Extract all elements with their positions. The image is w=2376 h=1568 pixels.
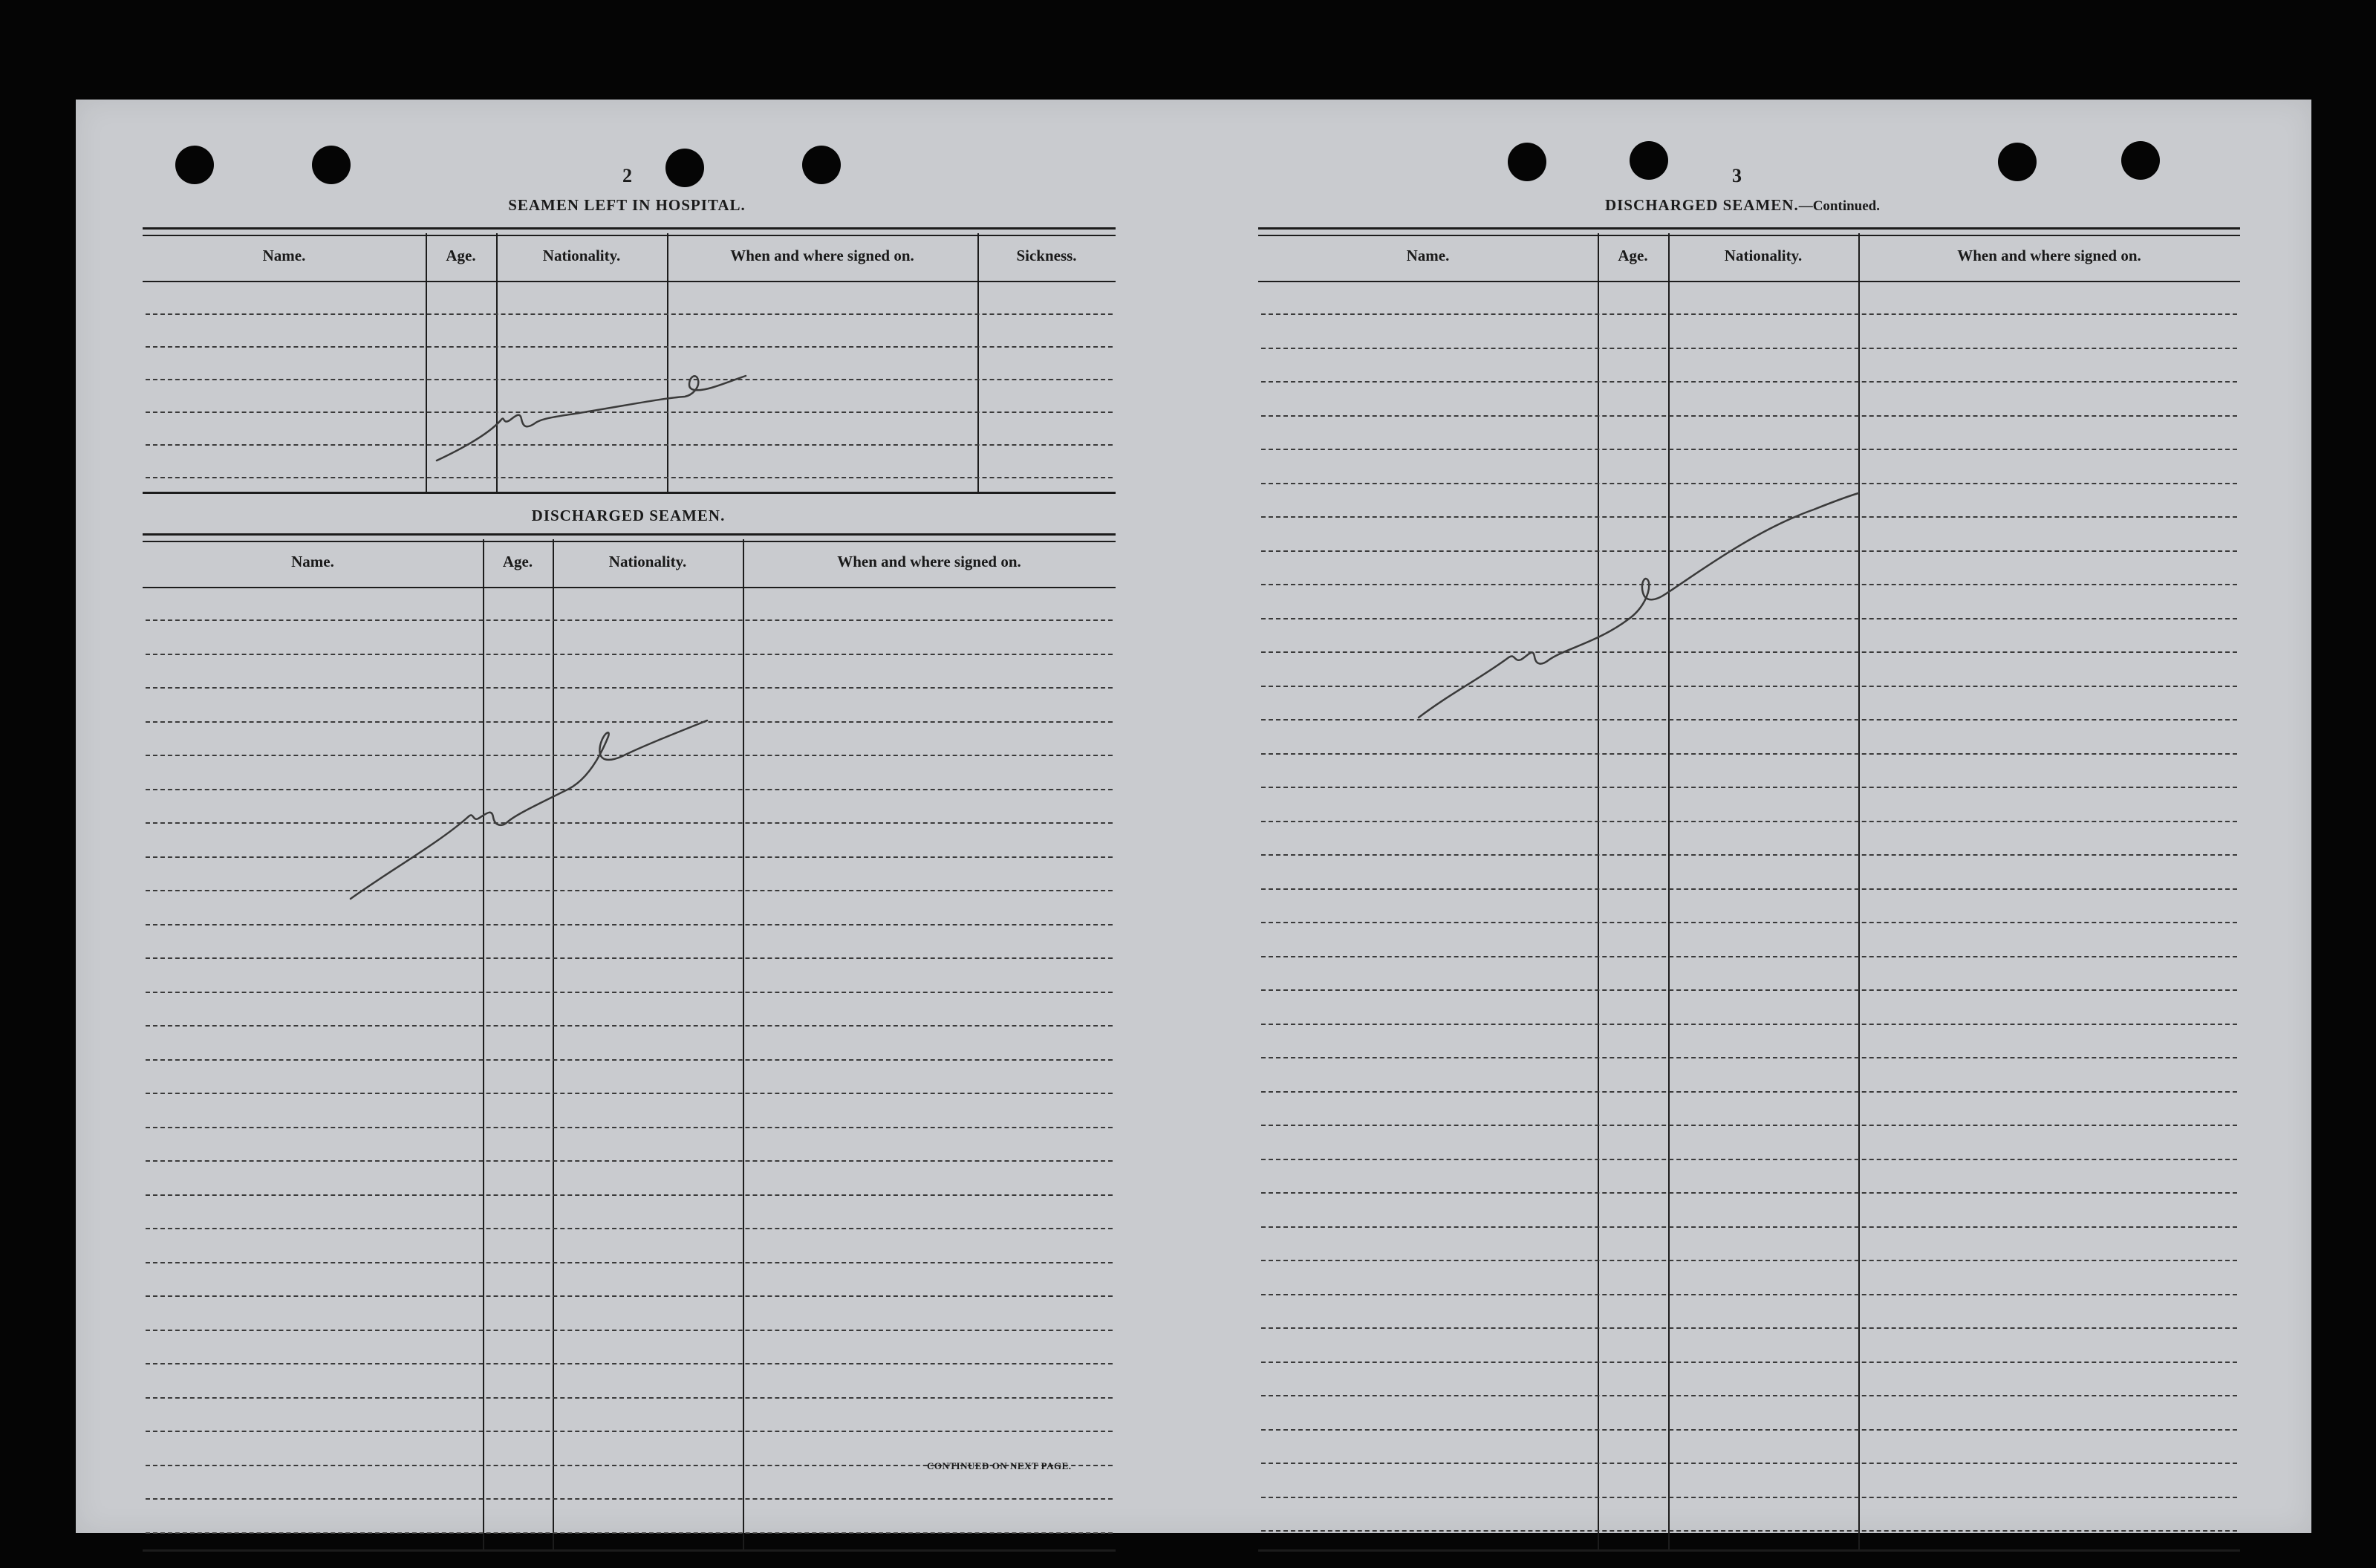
col-header-name: Name. (291, 553, 334, 570)
handwritten-cancel-marks (76, 100, 2311, 1533)
hospital-section-title: SEAMEN LEFT IN HOSPITAL. (508, 196, 746, 214)
cancel-mark-discharged-left (351, 720, 707, 899)
col-header-sickness: Sickness. (1016, 247, 1077, 264)
col-header-age: Age. (446, 247, 476, 264)
discharged-continued-title-suffix: —Continued. (1798, 198, 1880, 214)
col-header-nationality: Nationality. (608, 553, 687, 570)
table-bottom-rule (1258, 1549, 2240, 1552)
col-header-name: Name. (262, 247, 306, 264)
col-header-signed-on: When and where signed on. (730, 247, 914, 264)
col-header-signed-on: When and where signed on. (1957, 247, 2141, 264)
col-header-nationality: Nationality. (542, 247, 621, 264)
discharged-section-title: DISCHARGED SEAMEN. (531, 507, 726, 524)
page-number-right: 3 (1732, 165, 1742, 186)
col-header-age: Age. (502, 553, 533, 570)
table-bottom-rule (143, 1549, 1116, 1552)
col-header-name: Name. (1406, 247, 1450, 264)
col-header-nationality: Nationality. (1724, 247, 1803, 264)
ledger-sheet (76, 100, 2311, 1533)
page-number-left: 2 (622, 165, 632, 186)
discharged-continued-title-main: DISCHARGED SEAMEN. (1605, 196, 1799, 214)
cancel-mark-discharged-right (1419, 493, 1858, 718)
col-header-signed-on: When and where signed on. (837, 553, 1021, 570)
col-header-age: Age. (1618, 247, 1648, 264)
continued-footer: CONTINUED ON NEXT PAGE. (927, 1460, 1072, 1471)
cancel-mark-hospital (437, 376, 746, 461)
